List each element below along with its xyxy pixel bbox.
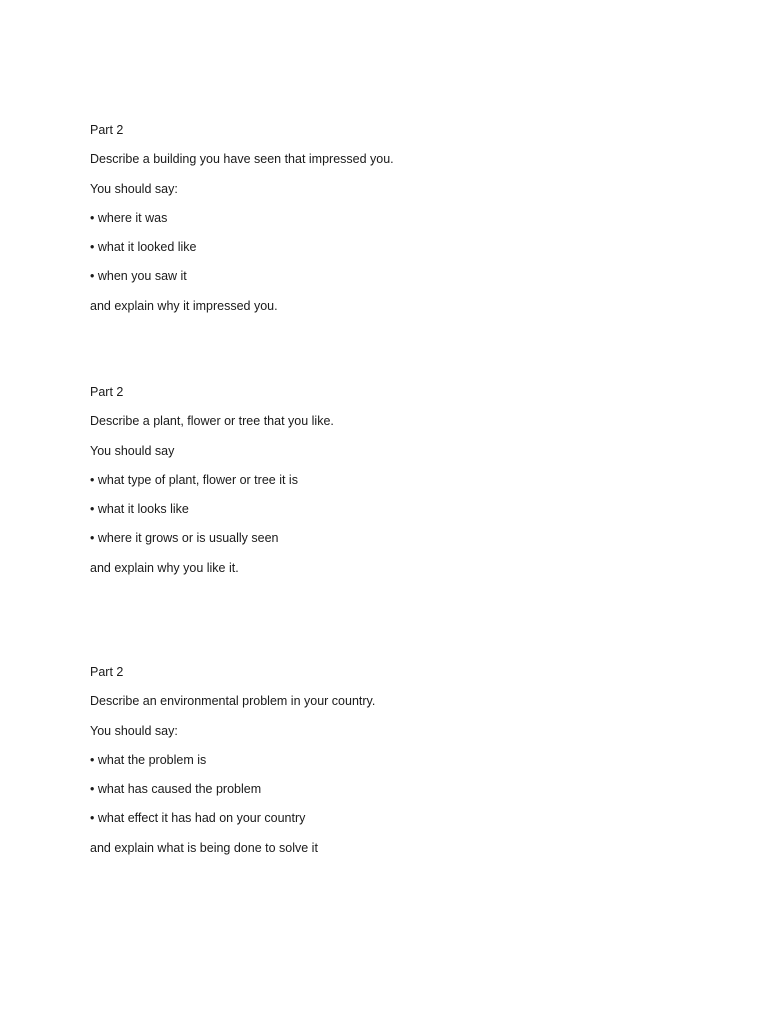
section-heading: Part 2 [90,123,124,137]
bullet-item: • what it looked like [90,240,197,255]
bullet-item: • what type of plant, flower or tree it is [90,472,298,487]
section-heading: Part 2 [90,385,124,399]
section-instruction: You should say: [90,723,178,738]
bullet-item: • when you saw it [90,269,187,284]
bullet-item: • where it grows or is usually seen [90,531,279,546]
section-prompt: Describe a building you have seen that impressed you. [90,152,394,167]
section-prompt: Describe an environmental problem in your country. [90,694,376,709]
section-heading: Part 2 [90,665,124,679]
section-instruction: You should say [90,443,175,458]
section-closing: and explain what is being done to solve it [90,840,318,855]
bullet-item: • what it looks like [90,502,189,517]
bullet-item: • what effect it has had on your country [90,811,306,826]
section-instruction: You should say: [90,181,178,196]
cue-card-environment [90,664,690,869]
bullet-item: • where it was [90,210,168,225]
cue-card-building [90,122,690,327]
cue-card-plant [90,384,690,589]
bullet-item: • what has caused the problem [90,782,262,797]
section-closing: and explain why you like it. [90,560,239,575]
bullet-item: • what the problem is [90,752,207,767]
section-closing: and explain why it impressed you. [90,298,278,313]
section-prompt: Describe a plant, flower or tree that you like. [90,414,334,429]
